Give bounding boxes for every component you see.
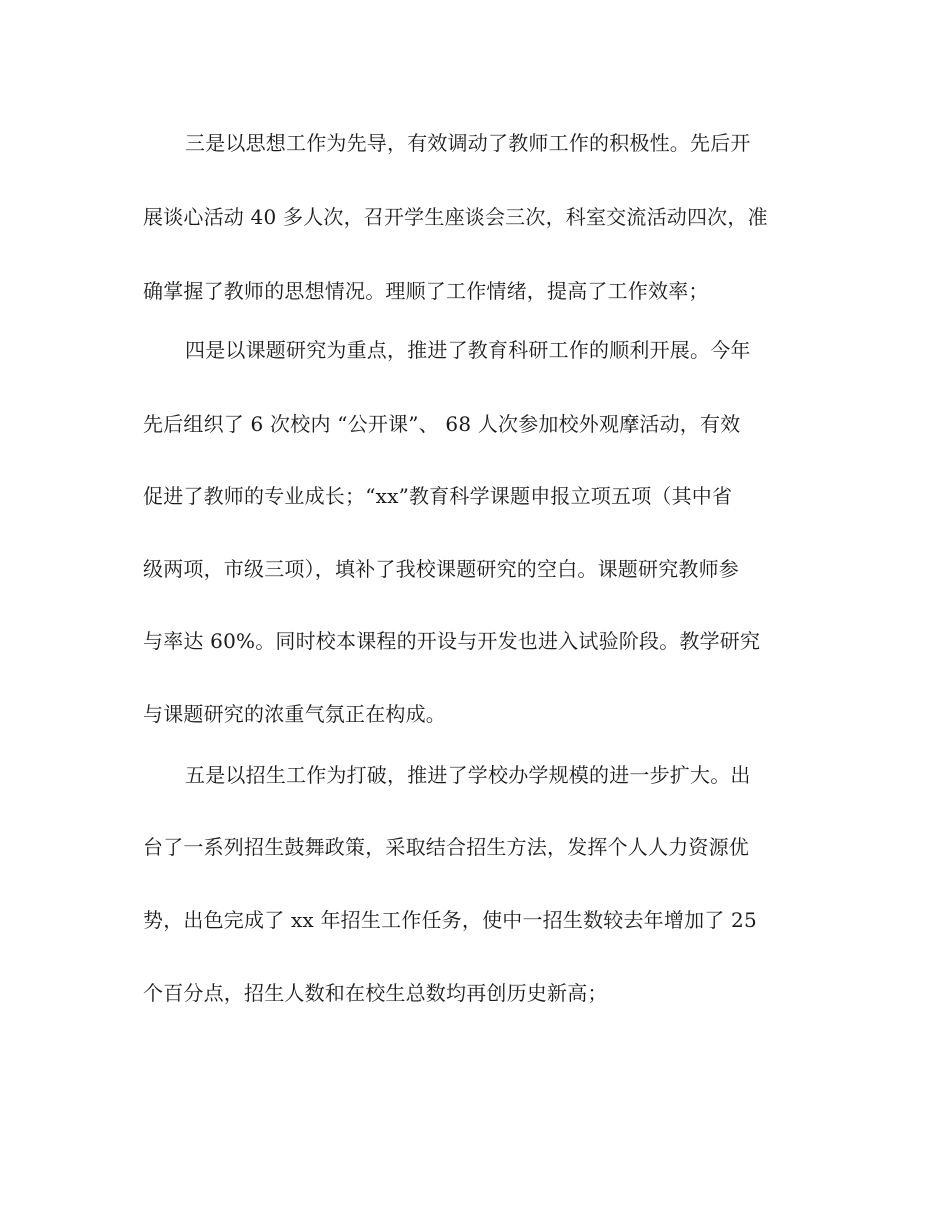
paragraph-1-line-3: 确掌握了教师的思想情况。理顺了工作情绪，提高了工作效率；: [143, 279, 709, 303]
paragraph-3-line-4: 个百分点，招生人数和在校生总数均再创历史新高；: [143, 981, 608, 1005]
paragraph-3-line-3: 势，出色完成了 xx 年招生工作任务，使中一招生数较去年增加了 25: [143, 908, 757, 932]
paragraph-1-line-1: 三是以思想工作为先导，有效调动了教师工作的积极性。先后开: [185, 131, 751, 155]
paragraph-2-line-4: 级两项，市级三项），填补了我校课题研究的空白。课题研究教师参: [143, 557, 739, 581]
paragraph-3-line-1: 五是以招生工作为打破，推进了学校办学规模的进一步扩大。出: [185, 763, 751, 787]
paragraph-3-line-2: 台了一系列招生鼓舞政策，采取结合招生方法，发挥个人人力资源优: [143, 835, 749, 859]
paragraph-2-line-3: 促进了教师的专业成长；“xx”教育科学课题申报立项五项（其中省: [143, 484, 733, 508]
paragraph-1-line-2: 展谈心活动 40 多人次，召开学生座谈会三次，科室交流活动四次，准: [143, 205, 768, 229]
paragraph-2-line-5: 与率达 60%。同时校本课程的开设与开发也进入试验阶段。教学研究: [143, 629, 761, 653]
paragraph-2-line-1: 四是以课题研究为重点，推进了教育科研工作的顺利开展。今年: [185, 338, 751, 362]
paragraph-2-line-6: 与课题研究的浓重气氛正在构成。: [143, 702, 446, 726]
paragraph-2-line-2: 先后组织了 6 次校内 “公开课”、 68 人次参加校外观摩活动，有效: [143, 412, 741, 436]
